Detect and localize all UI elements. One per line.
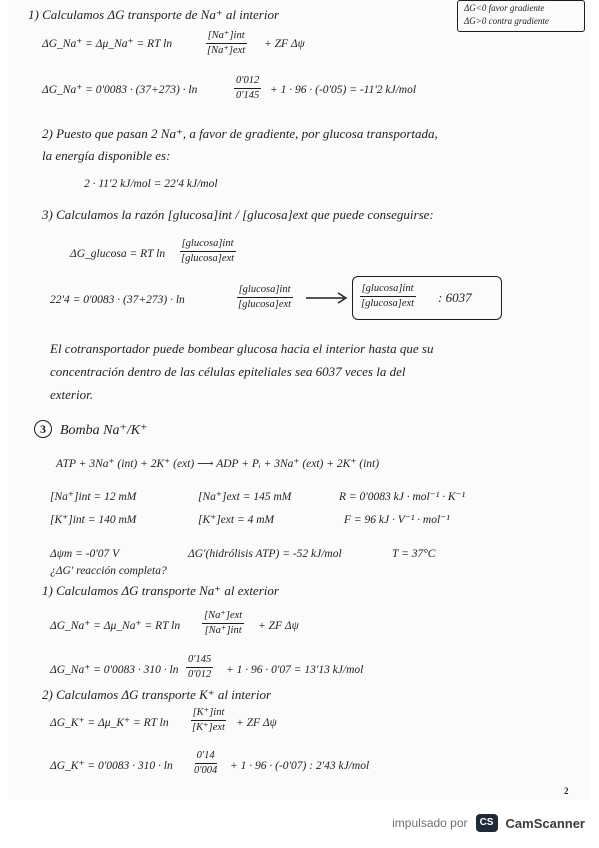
na-calc-left: ΔG_Na⁺ = 0'0083 · (37+273) · ln <box>42 84 198 96</box>
glucose-formula-denominator: [glucosa]ext <box>181 253 235 264</box>
powered-by-text: impulsado por <box>392 816 468 830</box>
data-r: R = 0'0083 kJ · mol⁻¹ · K⁻¹ <box>339 491 466 503</box>
scanned-page <box>8 0 591 800</box>
k-in-calc-numerator: 0'14 <box>195 750 217 764</box>
part-2-title: 2) Calculamos ΔG transporte K⁺ al interior <box>42 687 271 702</box>
na-out-calc-right: + 1 · 96 · 0'07 = 13'13 kJ/mol <box>226 664 364 676</box>
na-out-formula-left: ΔG_Na⁺ = Δμ_Na⁺ = RT ln <box>50 620 181 632</box>
glucose-result-value: : 6037 <box>438 290 472 305</box>
k-in-calc-fraction <box>192 750 219 777</box>
conclusion-line-1: El cotransportador puede bombear glucosa hacia el interior hasta que su <box>50 341 434 356</box>
na-calc-denominator: 0'145 <box>236 90 260 101</box>
data-dg-hydrolysis: ΔG'(hidrólisis ATP) = -52 kJ/mol <box>188 548 342 560</box>
glucose-calc-fraction <box>236 284 293 311</box>
glucose-calc-left: 22'4 = 0'0083 · (37+273) · ln <box>50 294 185 306</box>
na-formula-left: ΔG_Na⁺ = Δμ_Na⁺ = RT ln <box>42 38 173 50</box>
na-out-calc-numerator: 0'145 <box>186 654 213 668</box>
glucose-result-fraction <box>359 283 416 310</box>
section-2-line-1: 2) Puesto que pasan 2 Na⁺, a favor de gradiente, por glucosa transportada, <box>42 126 438 141</box>
data-temperature: T = 37°C <box>392 548 436 560</box>
na-out-calc-left: ΔG_Na⁺ = 0'0083 · 310 · ln <box>50 664 179 676</box>
section-2-calc: 2 · 11'2 kJ/mol = 22'4 kJ/mol <box>84 178 218 190</box>
glucose-calc-denominator: [glucosa]ext <box>238 299 292 310</box>
section-3-title: 3) Calculamos la razón [glucosa]int / [glucosa]ext que puede conseguirse: <box>42 207 434 222</box>
section-1-title: 1) Calculamos ΔG transporte de Na⁺ al interior <box>28 7 280 22</box>
pump-reaction: ATP + 3Na⁺ (int) + 2K⁺ (ext) ⟶ ADP + Pᵢ + 3Na⁺ (ext) + 2K⁺ (int) <box>56 458 380 470</box>
data-na-int: [Na⁺]int = 12 mM <box>50 491 137 503</box>
data-k-int: [K⁺]int = 140 mM <box>50 514 137 526</box>
na-formula-fraction <box>205 30 247 57</box>
part-1-title: 1) Calculamos ΔG transporte Na⁺ al exterior <box>42 583 279 598</box>
k-in-formula-denominator: [K⁺]ext <box>192 722 225 733</box>
camscanner-brand-name: CamScanner <box>505 815 585 831</box>
k-in-formula-fraction <box>190 707 227 734</box>
glucose-formula-fraction <box>179 238 236 265</box>
glucose-result-numerator: [glucosa]int <box>360 283 416 297</box>
conclusion-line-3: exterior. <box>50 387 93 402</box>
question-3-title: Bomba Na⁺/K⁺ <box>60 423 148 438</box>
k-in-formula-numerator: [K⁺]int <box>191 707 227 721</box>
glucose-result-denominator: [glucosa]ext <box>361 298 415 309</box>
result-arrow-icon <box>304 290 350 306</box>
question-dg-complete: ¿ΔG' reacción completa? <box>50 565 167 577</box>
glucose-formula-numerator: [glucosa]int <box>180 238 236 252</box>
na-formula-numerator: [Na⁺]int <box>206 30 247 44</box>
k-in-calc-denominator: 0'004 <box>194 765 218 776</box>
k-in-calc-right: + 1 · 96 · (-0'07) : 2'43 kJ/mol <box>230 760 370 772</box>
section-2-line-2: la energía disponible es: <box>42 148 171 163</box>
camscanner-logo-icon: CS <box>476 814 498 832</box>
camscanner-watermark <box>392 814 585 832</box>
data-na-ext: [Na⁺]ext = 145 mM <box>198 491 292 503</box>
na-out-formula-denominator: [Na⁺]int <box>204 625 242 636</box>
na-formula-denominator: [Na⁺]ext <box>207 45 246 56</box>
glucose-formula-left: ΔG_glucosa = RT ln <box>70 248 166 260</box>
na-calc-numerator: 0'012 <box>234 75 261 89</box>
gradient-note-line-2: ΔG>0 contra gradiente <box>464 16 549 26</box>
na-out-calc-fraction <box>186 654 213 681</box>
na-out-calc-denominator: 0'012 <box>188 669 212 680</box>
question-number: 3 <box>34 420 52 438</box>
na-calc-right: + 1 · 96 · (-0'05) = -11'2 kJ/mol <box>270 84 417 96</box>
data-f: F = 96 kJ · V⁻¹ · mol⁻¹ <box>344 514 450 526</box>
gradient-note-line-1: ΔG<0 favor gradiente <box>464 3 545 13</box>
na-out-formula-right: + ZF Δψ <box>258 620 299 632</box>
glucose-calc-numerator: [glucosa]int <box>237 284 293 298</box>
data-dpsi: Δψm = -0'07 V <box>50 548 120 560</box>
na-out-formula-fraction <box>202 610 244 637</box>
na-formula-right: + ZF Δψ <box>264 38 305 50</box>
k-in-formula-right: + ZF Δψ <box>236 717 277 729</box>
na-calc-fraction <box>234 75 261 102</box>
k-in-formula-left: ΔG_K⁺ = Δμ_K⁺ = RT ln <box>50 717 169 729</box>
k-in-calc-left: ΔG_K⁺ = 0'0083 · 310 · ln <box>50 760 173 772</box>
na-out-formula-numerator: [Na⁺]ext <box>202 610 244 624</box>
conclusion-line-2: concentración dentro de las células epiteliales sea 6037 veces la del <box>50 364 406 379</box>
data-k-ext: [K⁺]ext = 4 mM <box>198 514 275 526</box>
page-number: 2 <box>564 786 569 796</box>
